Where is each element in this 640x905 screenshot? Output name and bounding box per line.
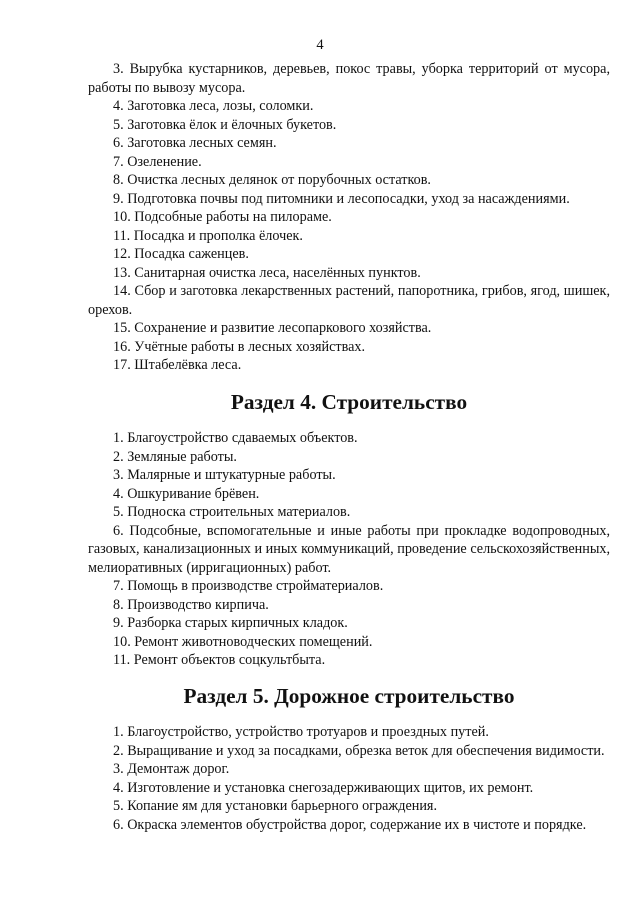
list-item: 2. Выращивание и уход за посадками, обрезка веток для обеспечения видимости.	[113, 742, 605, 759]
list-item: 3. Вырубка кустарников, деревьев, покос травы, уборка территорий от мусора, работы по вывозу мусора.	[88, 61, 610, 96]
list-item: 9. Разборка старых кирпичных кладок.	[113, 615, 348, 631]
list-item: 5. Заготовка ёлок и ёлочных букетов.	[113, 116, 337, 133]
list-item: 6. Заготовка лесных семян.	[113, 135, 277, 151]
list-item: 17. Штабелёвка леса.	[113, 357, 242, 373]
list-item: 5. Копание ям для установки барьерного ограждения.	[113, 798, 437, 814]
list-item: 10. Подсобные работы на пилораме.	[113, 209, 332, 225]
list-item: 15. Сохранение и развитие лесопаркового хозяйства.	[113, 320, 432, 336]
list-item: 4. Изготовление и установка снегозадерживающих щитов, их ремонт.	[113, 779, 534, 796]
section5-list	[88, 723, 610, 834]
list-item: 5. Подноска строительных материалов.	[113, 504, 351, 520]
list-item: 12. Посадка саженцев.	[113, 246, 249, 262]
spacer	[88, 411, 610, 429]
list-item: 9. Подготовка почвы под питомники и лесопосадки, уход за насаждениями.	[113, 190, 570, 207]
list-item: 13. Санитарная очистка леса, населённых пунктов.	[113, 264, 421, 281]
spacer	[88, 705, 610, 723]
page-number: 4	[316, 37, 324, 53]
list-item: 10. Ремонт животноводческих помещений.	[113, 633, 373, 650]
section4-title: Раздел 4. Строительство	[230, 389, 468, 414]
list-item: 2. Земляные работы.	[113, 448, 237, 465]
list-item: 16. Учётные работы в лесных хозяйствах.	[113, 338, 366, 355]
list-item: 7. Озеленение.	[113, 153, 202, 170]
list-item: 1. Благоустройство, устройство тротуаров и проездных путей.	[113, 724, 489, 740]
list-item: 6. Окраска элементов обустройства дорог, содержание их в чистоте и порядке.	[113, 816, 587, 833]
section4-list	[88, 429, 610, 670]
document-body	[88, 60, 610, 834]
section3-list	[88, 60, 610, 375]
section5-title: Раздел 5. Дорожное строительство	[183, 683, 515, 708]
list-item: 1. Благоустройство сдаваемых объектов.	[113, 430, 358, 446]
list-item: 11. Посадка и прополка ёлочек.	[113, 227, 303, 244]
list-item: 8. Производство кирпича.	[113, 596, 269, 613]
list-item: 8. Очистка лесных делянок от порубочных остатков.	[113, 172, 431, 188]
list-item: 11. Ремонт объектов соцкультбыта.	[113, 652, 326, 668]
list-item: 6. Подсобные, вспомогательные и иные работы при прокладке водопроводных, газовых, канализационных и иных коммуникаций, проведение сельскохозяйственных, мелиоративных (ирригационных) работ.	[88, 522, 610, 576]
list-item: 4. Заготовка леса, лозы, соломки.	[113, 98, 314, 114]
list-item: 3. Малярные и штукатурные работы.	[113, 467, 336, 483]
list-item: 4. Ошкуривание брёвен.	[113, 485, 260, 502]
list-item: 14. Сбор и заготовка лекарственных растений, папоротника, грибов, ягод, шишек, орехов.	[88, 283, 610, 318]
list-item: 3. Демонтаж дорог.	[113, 761, 230, 777]
list-item: 7. Помощь в производстве стройматериалов.	[113, 578, 384, 594]
